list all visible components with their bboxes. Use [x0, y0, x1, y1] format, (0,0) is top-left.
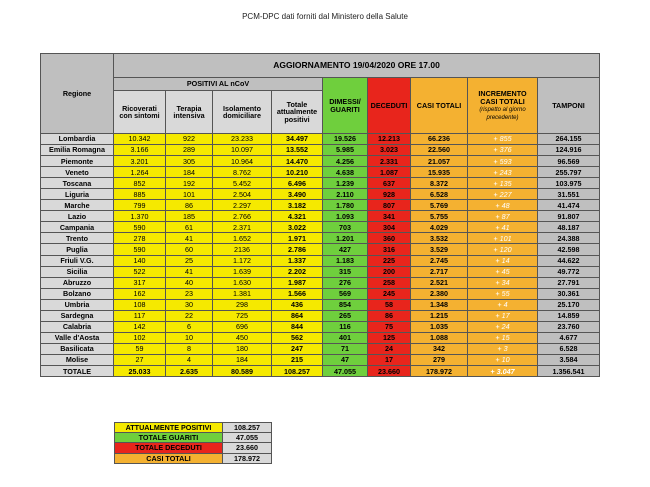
region-name: Valle d'Aosta: [41, 332, 114, 343]
terapia-value: 184: [166, 167, 213, 178]
page-title: PCM-DPC dati forniti dal Ministero della Salute: [242, 12, 408, 21]
dimessi-value: 116: [323, 321, 368, 332]
deceduti-value: 125: [368, 332, 411, 343]
isolamento-value: 10.097: [213, 145, 272, 156]
region-name: Abruzzo: [41, 277, 114, 288]
totale-positivi-header: Totale attualmente positivi: [272, 91, 323, 134]
region-name: Sicilia: [41, 266, 114, 277]
deceduti-value: 3.023: [368, 145, 411, 156]
table-row: [41, 222, 600, 233]
table-row: [41, 178, 600, 189]
ricoverati-value: 1.370: [114, 211, 166, 222]
tamponi-value: 14.859: [538, 310, 600, 321]
terapia-value: 40: [166, 277, 213, 288]
dimessi-value: 569: [323, 288, 368, 299]
terapia-value: 25: [166, 255, 213, 266]
casi-value: 3.532: [411, 233, 468, 244]
totale-value: 13.552: [272, 145, 323, 156]
ricoverati-value: 27: [114, 354, 166, 365]
ricoverati-value: 522: [114, 266, 166, 277]
region-name: Veneto: [41, 167, 114, 178]
incremento-value: + 101: [468, 233, 538, 244]
casi-value: 5.769: [411, 200, 468, 211]
covid-data-table: [40, 53, 600, 377]
ricoverati-value: 108: [114, 299, 166, 310]
region-name: Emilia Romagna: [41, 145, 114, 156]
region-name: Bolzano: [41, 288, 114, 299]
deceduti-value: 200: [368, 266, 411, 277]
deceduti-value: 17: [368, 354, 411, 365]
ricoverati-value: 140: [114, 255, 166, 266]
casi-value: 1.215: [411, 310, 468, 321]
totale-value: 3.022: [272, 222, 323, 233]
terapia-value: 61: [166, 222, 213, 233]
terapia-value: 922: [166, 134, 213, 145]
total-terapia-value: 2.635: [166, 365, 213, 377]
totale-value: 34.497: [272, 134, 323, 145]
isolamento-value: 1.652: [213, 233, 272, 244]
region-name: Toscana: [41, 178, 114, 189]
totale-value: 1.971: [272, 233, 323, 244]
casi-value: 2.380: [411, 288, 468, 299]
incremento-value: + 376: [468, 145, 538, 156]
total-row: [41, 365, 600, 377]
isolamento-value: 725: [213, 310, 272, 321]
totale-value: 844: [272, 321, 323, 332]
summary-row: [115, 423, 272, 433]
tamponi-value: 44.622: [538, 255, 600, 266]
tamponi-value: 48.187: [538, 222, 600, 233]
dimessi-value: 1.201: [323, 233, 368, 244]
terapia-value: 192: [166, 178, 213, 189]
isolamento-value: 2.504: [213, 189, 272, 200]
isolamento-value: 8.762: [213, 167, 272, 178]
table-body: [41, 134, 600, 377]
tamponi-header: TAMPONI: [538, 78, 600, 134]
isolamento-value: 180: [213, 343, 272, 354]
dimessi-value: 1.780: [323, 200, 368, 211]
isolamento-value: 1.630: [213, 277, 272, 288]
table-row: [41, 244, 600, 255]
total-totale-value: 108.257: [272, 365, 323, 377]
tamponi-value: 42.598: [538, 244, 600, 255]
terapia-value: 305: [166, 156, 213, 167]
isolamento-value: 2.766: [213, 211, 272, 222]
casi-value: 2.745: [411, 255, 468, 266]
incremento-value: + 14: [468, 255, 538, 266]
casi-value: 66.236: [411, 134, 468, 145]
table-row: [41, 288, 600, 299]
incremento-label: INCREMENTO CASI TOTALI: [478, 89, 527, 106]
deceduti-value: 304: [368, 222, 411, 233]
tamponi-value: 96.569: [538, 156, 600, 167]
casi-totali-header: CASI TOTALI: [411, 78, 468, 134]
isolamento-header: Isolamento domiciliare: [213, 91, 272, 134]
region-name: Lombardia: [41, 134, 114, 145]
total-incremento-value: + 3.047: [468, 365, 538, 377]
table-row: [41, 189, 600, 200]
ricoverati-value: 1.264: [114, 167, 166, 178]
isolamento-value: 298: [213, 299, 272, 310]
table-row: [41, 299, 600, 310]
deceduti-value: 12.213: [368, 134, 411, 145]
ricoverati-value: 590: [114, 222, 166, 233]
deceduti-value: 24: [368, 343, 411, 354]
summary-row: [115, 443, 272, 453]
total-tamponi-value: 1.356.541: [538, 365, 600, 377]
casi-value: 1.088: [411, 332, 468, 343]
table-row: [41, 134, 600, 145]
table-row: [41, 332, 600, 343]
table-row: [41, 255, 600, 266]
region-name: Friuli V.G.: [41, 255, 114, 266]
deceduti-header: DECEDUTI: [368, 78, 411, 134]
region-name: Puglia: [41, 244, 114, 255]
deceduti-value: 58: [368, 299, 411, 310]
terapia-value: 6: [166, 321, 213, 332]
isolamento-value: 450: [213, 332, 272, 343]
ricoverati-value: 117: [114, 310, 166, 321]
isolamento-value: 1.172: [213, 255, 272, 266]
casi-value: 15.935: [411, 167, 468, 178]
summary-label: TOTALE GUARITI: [115, 433, 223, 443]
deceduti-value: 807: [368, 200, 411, 211]
deceduti-value: 225: [368, 255, 411, 266]
region-name: Umbria: [41, 299, 114, 310]
ricoverati-value: 3.201: [114, 156, 166, 167]
ricoverati-value: 3.166: [114, 145, 166, 156]
totale-value: 2.202: [272, 266, 323, 277]
deceduti-value: 1.087: [368, 167, 411, 178]
dimessi-value: 5.985: [323, 145, 368, 156]
incremento-value: + 24: [468, 321, 538, 332]
casi-value: 4.029: [411, 222, 468, 233]
table-row: [41, 343, 600, 354]
totale-value: 2.786: [272, 244, 323, 255]
dimessi-value: 854: [323, 299, 368, 310]
deceduti-value: 258: [368, 277, 411, 288]
table-row: [41, 321, 600, 332]
incremento-value: + 55: [468, 288, 538, 299]
tamponi-value: 27.791: [538, 277, 600, 288]
isolamento-value: 2.297: [213, 200, 272, 211]
casi-value: 8.372: [411, 178, 468, 189]
dimessi-value: 19.526: [323, 134, 368, 145]
totale-value: 1.337: [272, 255, 323, 266]
incremento-value: + 855: [468, 134, 538, 145]
isolamento-value: 184: [213, 354, 272, 365]
dimessi-value: 2.110: [323, 189, 368, 200]
ricoverati-value: 142: [114, 321, 166, 332]
incremento-value: + 3: [468, 343, 538, 354]
incremento-value: + 45: [468, 266, 538, 277]
region-name: Molise: [41, 354, 114, 365]
region-name: Lazio: [41, 211, 114, 222]
deceduti-value: 2.331: [368, 156, 411, 167]
tamponi-value: 3.584: [538, 354, 600, 365]
terapia-value: 10: [166, 332, 213, 343]
dimessi-header: DIMESSI/ GUARITI: [323, 78, 368, 134]
incremento-value: + 41: [468, 222, 538, 233]
totale-value: 215: [272, 354, 323, 365]
summary-box: [114, 422, 272, 464]
total-deceduti-value: 23.660: [368, 365, 411, 377]
totale-value: 3.490: [272, 189, 323, 200]
tamponi-value: 31.551: [538, 189, 600, 200]
ricoverati-value: 278: [114, 233, 166, 244]
table-row: [41, 200, 600, 211]
casi-value: 1.035: [411, 321, 468, 332]
summary-label: CASI TOTALI: [115, 453, 223, 463]
casi-value: 342: [411, 343, 468, 354]
incremento-value: + 48: [468, 200, 538, 211]
table-row: [41, 233, 600, 244]
dimessi-value: 1.093: [323, 211, 368, 222]
terapia-header: Terapia intensiva: [166, 91, 213, 134]
totale-value: 6.496: [272, 178, 323, 189]
dimessi-value: 1.239: [323, 178, 368, 189]
incremento-value: + 120: [468, 244, 538, 255]
casi-value: 6.528: [411, 189, 468, 200]
terapia-value: 22: [166, 310, 213, 321]
region-name: Piemonte: [41, 156, 114, 167]
tamponi-value: 4.677: [538, 332, 600, 343]
incremento-value: + 10: [468, 354, 538, 365]
total-casi-value: 178.972: [411, 365, 468, 377]
isolamento-value: 2.371: [213, 222, 272, 233]
ricoverati-value: 10.342: [114, 134, 166, 145]
totale-value: 1.987: [272, 277, 323, 288]
dimessi-value: 315: [323, 266, 368, 277]
terapia-value: 8: [166, 343, 213, 354]
summary-value: 108.257: [223, 423, 272, 433]
casi-value: 22.560: [411, 145, 468, 156]
isolamento-value: 2136: [213, 244, 272, 255]
ricoverati-value: 885: [114, 189, 166, 200]
casi-value: 3.529: [411, 244, 468, 255]
totale-value: 14.470: [272, 156, 323, 167]
incremento-value: + 227: [468, 189, 538, 200]
incremento-value: + 34: [468, 277, 538, 288]
tamponi-value: 103.975: [538, 178, 600, 189]
summary-label: ATTUALMENTE POSITIVI: [115, 423, 223, 433]
ricoverati-value: 590: [114, 244, 166, 255]
totale-value: 436: [272, 299, 323, 310]
tamponi-value: 23.760: [538, 321, 600, 332]
casi-value: 1.348: [411, 299, 468, 310]
tamponi-value: 49.772: [538, 266, 600, 277]
table-row: [41, 277, 600, 288]
region-name: Marche: [41, 200, 114, 211]
casi-value: 279: [411, 354, 468, 365]
totale-value: 247: [272, 343, 323, 354]
dimessi-value: 1.183: [323, 255, 368, 266]
deceduti-value: 341: [368, 211, 411, 222]
dimessi-value: 401: [323, 332, 368, 343]
table-row: [41, 310, 600, 321]
isolamento-value: 5.452: [213, 178, 272, 189]
isolamento-value: 1.639: [213, 266, 272, 277]
dimessi-value: 4.256: [323, 156, 368, 167]
dimessi-value: 47: [323, 354, 368, 365]
terapia-value: 41: [166, 233, 213, 244]
terapia-value: 101: [166, 189, 213, 200]
positivi-group-header: POSITIVI AL nCoV: [114, 78, 323, 91]
incremento-value: + 135: [468, 178, 538, 189]
dimessi-value: 4.638: [323, 167, 368, 178]
casi-value: 5.755: [411, 211, 468, 222]
isolamento-value: 696: [213, 321, 272, 332]
totale-value: 3.182: [272, 200, 323, 211]
region-name: Trento: [41, 233, 114, 244]
tamponi-value: 124.916: [538, 145, 600, 156]
incremento-value: + 4: [468, 299, 538, 310]
dimessi-value: 71: [323, 343, 368, 354]
ricoverati-value: 162: [114, 288, 166, 299]
deceduti-value: 316: [368, 244, 411, 255]
ricoverati-value: 852: [114, 178, 166, 189]
region-name: Campania: [41, 222, 114, 233]
incremento-value: + 243: [468, 167, 538, 178]
summary-row: [115, 433, 272, 443]
ricoverati-value: 59: [114, 343, 166, 354]
deceduti-value: 75: [368, 321, 411, 332]
ricoverati-value: 317: [114, 277, 166, 288]
summary-value: 47.055: [223, 433, 272, 443]
ricoverati-value: 799: [114, 200, 166, 211]
tamponi-value: 41.474: [538, 200, 600, 211]
totale-value: 562: [272, 332, 323, 343]
total-region-name: TOTALE: [41, 365, 114, 377]
totale-value: 1.566: [272, 288, 323, 299]
casi-value: 2.717: [411, 266, 468, 277]
terapia-value: 86: [166, 200, 213, 211]
table-row: [41, 211, 600, 222]
deceduti-value: 637: [368, 178, 411, 189]
tamponi-value: 255.797: [538, 167, 600, 178]
summary-label: TOTALE DECEDUTI: [115, 443, 223, 453]
terapia-value: 60: [166, 244, 213, 255]
incremento-value: + 15: [468, 332, 538, 343]
tamponi-value: 6.528: [538, 343, 600, 354]
incremento-header: [468, 78, 538, 134]
terapia-value: 185: [166, 211, 213, 222]
total-isolamento-value: 80.589: [213, 365, 272, 377]
deceduti-value: 360: [368, 233, 411, 244]
incremento-note: (rispetto al giorno precedente): [479, 106, 526, 121]
region-name: Basilicata: [41, 343, 114, 354]
casi-value: 2.521: [411, 277, 468, 288]
total-dimessi-value: 47.055: [323, 365, 368, 377]
summary-value: 178.972: [223, 453, 272, 463]
terapia-value: 4: [166, 354, 213, 365]
terapia-value: 41: [166, 266, 213, 277]
terapia-value: 23: [166, 288, 213, 299]
totale-value: 864: [272, 310, 323, 321]
summary-value: 23.660: [223, 443, 272, 453]
dimessi-value: 265: [323, 310, 368, 321]
tamponi-value: 30.361: [538, 288, 600, 299]
ricoverati-value: 102: [114, 332, 166, 343]
tamponi-value: 24.388: [538, 233, 600, 244]
region-header: Regione: [41, 54, 114, 134]
update-title: AGGIORNAMENTO 19/04/2020 ORE 17.00: [114, 54, 600, 78]
table-row: [41, 156, 600, 167]
dimessi-value: 427: [323, 244, 368, 255]
dimessi-value: 276: [323, 277, 368, 288]
incremento-value: + 593: [468, 156, 538, 167]
ricoverati-header: Ricoverati con sintomi: [114, 91, 166, 134]
tamponi-value: 25.170: [538, 299, 600, 310]
deceduti-value: 86: [368, 310, 411, 321]
summary-row: [115, 453, 272, 463]
totale-value: 4.321: [272, 211, 323, 222]
isolamento-value: 10.964: [213, 156, 272, 167]
casi-value: 21.057: [411, 156, 468, 167]
table-row: [41, 354, 600, 365]
terapia-value: 30: [166, 299, 213, 310]
region-name: Liguria: [41, 189, 114, 200]
deceduti-value: 245: [368, 288, 411, 299]
table-row: [41, 145, 600, 156]
incremento-value: + 17: [468, 310, 538, 321]
region-name: Sardegna: [41, 310, 114, 321]
dimessi-value: 703: [323, 222, 368, 233]
tamponi-value: 91.807: [538, 211, 600, 222]
table-row: [41, 167, 600, 178]
tamponi-value: 264.155: [538, 134, 600, 145]
total-ricoverati-value: 25.033: [114, 365, 166, 377]
totale-value: 10.210: [272, 167, 323, 178]
terapia-value: 289: [166, 145, 213, 156]
deceduti-value: 928: [368, 189, 411, 200]
region-name: Calabria: [41, 321, 114, 332]
incremento-value: + 87: [468, 211, 538, 222]
isolamento-value: 1.381: [213, 288, 272, 299]
table-row: [41, 266, 600, 277]
isolamento-value: 23.233: [213, 134, 272, 145]
